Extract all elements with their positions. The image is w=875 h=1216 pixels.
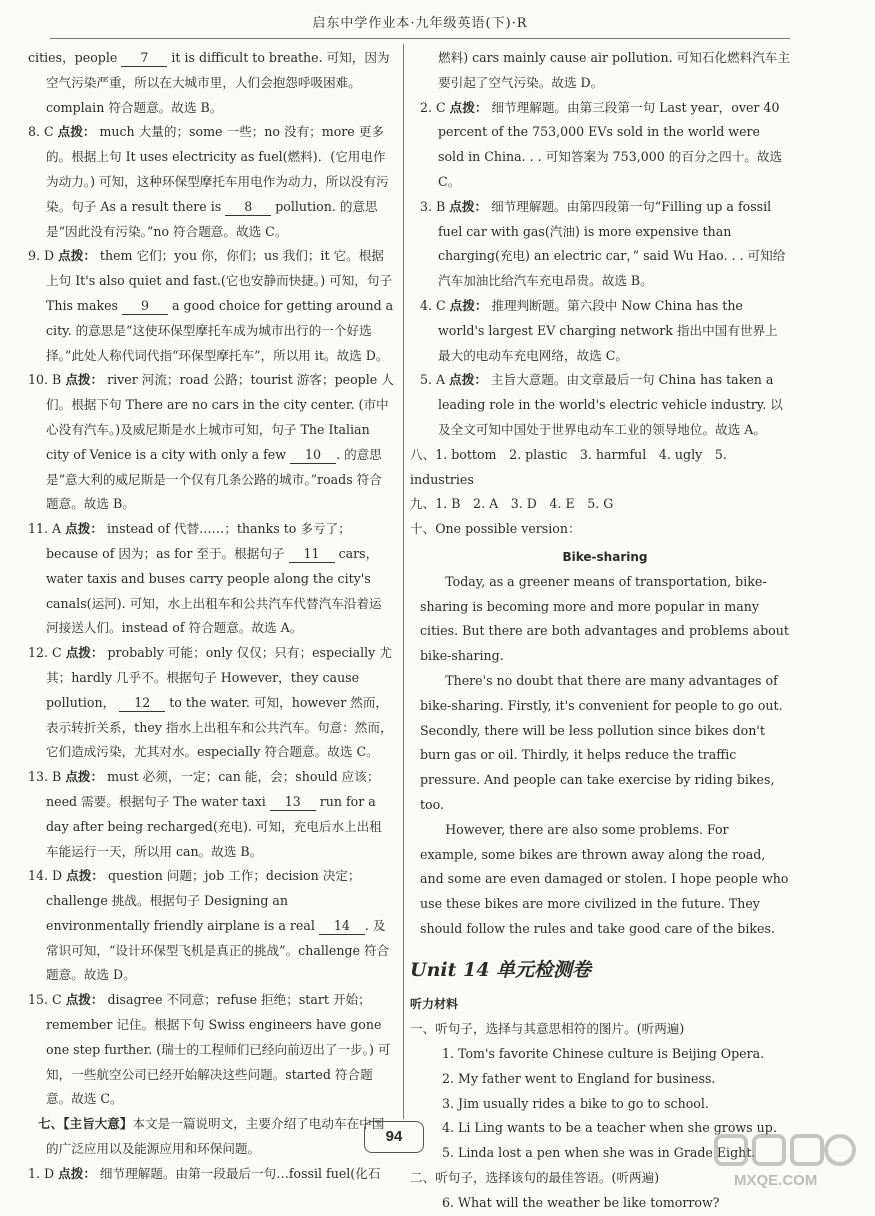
section-9-answers: 九、1. B 2. A 3. D 4. E 5. G: [410, 496, 614, 512]
listening-item-6: 6. What will the weather be like tomorrow?: [442, 1194, 720, 1210]
reading-answer-1-tail: 燃料) cars mainly cause air pollution. 可知石化燃料汽车主要引起了空气污染。故选 D。: [438, 50, 790, 90]
answer-item-13: 13. B 点拨： must 必须，一定；can 能，会；should 应该；need 需要。根据句子 The water taxi 13 run for a day after being recharged(充电). 可知，充电后水上出租车能运行一天，所以用 can。故选 B。: [28, 769, 382, 859]
listening-part-1: 一、听句子，选择与其意思相符的图片。(听两遍): [410, 1021, 685, 1037]
essay-paragraph-1: Today, as a greener means of transportation, bike-sharing is becoming more and more popular in many cities. But there are both advantages and problems about bike-sharing.: [420, 573, 789, 664]
page-header: 启东中学作业本·九年级英语(下)·R: [50, 12, 790, 39]
blank-10: 10: [290, 447, 336, 464]
listening-part-2: 二、听句子，选择该句的最佳答语。(听两遍): [410, 1170, 660, 1186]
listening-item-4: 4. Li Ling wants to be a teacher when she grows up.: [442, 1120, 777, 1136]
section-8-answers: 八、1. bottom 2. plastic 3. harmful 4. ugly 5. industries: [410, 446, 727, 487]
reading-answer-1: 1. D 点拨： 细节理解题。由第一段最后一句…fossil fuel(化石: [28, 1165, 381, 1181]
listening-item-5: 5. Linda lost a pen when she was in Grade Eight.: [442, 1145, 756, 1161]
watermark-text: MXQE.COM: [734, 1172, 818, 1189]
listening-item-3: 3. Jim usually rides a bike to go to school.: [442, 1095, 709, 1111]
page-number: 94: [364, 1121, 424, 1153]
answer-item-14: 14. D 点拨： question 问题；job 工作；decision 决定；challenge 挑战。根据句子 Designing an environmentally friendly airplane is a real 14 . 及常识可知，“设计环保型飞机是真正的挑战”。challenge 符合题意。故选 D。: [28, 868, 390, 983]
answer-item-8: 8. C 点拨： much 大量的；some 一些；no 没有；more 更多的。根据上句 It uses electricity as fuel(燃料)．(它用电作为动力。) 可知，这种环保型摩托车用电作为动力，所以没有污染。句子 As a result there is 8 pollution. 的意思是“因此没有污染。”no 符合题意。故选 C。: [28, 124, 389, 239]
listening-title: 听力材料: [410, 997, 459, 1012]
answer-item-11: 11. A 点拨： instead of 代替……；thanks to 多亏了；because of 因为；as for 至于。根据句子 11 cars，water taxis and buses carry people along the city's canals(运河). 可知，水上出租车和公共汽车代替汽车沿着运河接送人们。instead of 符合题意。故选 A。: [28, 521, 382, 636]
reading-answer-4: 4. C 点拨： 推理判断题。第六段中 Now China has the world's largest EV charging network 指出中国有世界上最大的电动车充电网络，故选 C。: [420, 297, 778, 363]
essay-title: Bike-sharing: [562, 549, 648, 564]
answer-item-15: 15. C 点拨： disagree 不同意；refuse 拒绝；start 开始；remember 记住。根据下句 Swiss engineers have gone one step further. (瑞士的工程师们已经向前迈出了一步。) 可知，一些航空公司已经开始解决这些问题。started 符合题意。故选 C。: [28, 992, 391, 1107]
watermark-logo: [710, 1130, 860, 1192]
reading-answer-3: 3. B 点拨： 细节理解题。由第四段第一句“Filling up a fossil fuel car with gas(汽油) is more expensive than charging(充电) an electric car，” said Wu Hao. . . 可知给汽车加油比给汽车充电昂贵。故选 B。: [420, 198, 786, 289]
blank-8: 8: [225, 199, 271, 216]
unit-title: Unit 14 单元检测卷: [410, 958, 592, 981]
blank-14: 14: [319, 918, 365, 935]
answer-item-12: 12. C 点拨： probably 可能；only 仅仅；只有；especially 尤其；hardly 几乎不。根据句子 However，they cause pollution， 12 to the water. 可知，however 然而，表示转折关系，they 指水上出租车和公共汽车。句意：然而，它们造成污染，尤其对水。especially 符合题意。故选 C。: [28, 645, 393, 760]
left-column: [28, 46, 394, 1187]
answer-item-10: 10. B 点拨： river 河流；road 公路；tourist 游客；people 人们。根据下句 There are no cars in the city center. (市中心没有汽车。)及威尼斯是水上城市可知，句子 The Italian city of Venice is a city with only a few 10 . 的意思是“意大利的威尼斯是一个仅有几条公路的城市。”roads 符合题意。故选 B。: [28, 372, 394, 512]
answer-item-7-tail: cities，people 7 it is difficult to breathe. 可知，因为空气污染严重，所以在大城市里，人们会抱怨呼吸困难。complain 符合题意。故选 B。: [28, 50, 390, 115]
section-10-heading: 十、One possible version：: [410, 521, 581, 537]
column-divider: [403, 44, 404, 1119]
blank-13: 13: [270, 794, 316, 811]
blank-11: 11: [289, 546, 335, 563]
right-column: [410, 46, 790, 1216]
blank-7: 7: [121, 50, 167, 67]
answer-item-9: 9. D 点拨： them 它们；you 你，你们；us 我们；it 它。根据上句 It's also quiet and fast.(它也安静而快捷。) 可知，句子 This makes 9 a good choice for getting around a city. 的意思是“这使环保型摩托车成为城市出行的一个好选择。”此处人称代词代指“环保型摩托车”，所以用 it。故选 D。: [28, 248, 394, 363]
answer-logo-icon: [710, 1130, 860, 1170]
listening-item-1: 1. Tom's favorite Chinese culture is Beijing Opera.: [442, 1046, 765, 1062]
blank-12: 12: [119, 695, 165, 712]
essay-paragraph-3: However, there are also some problems. For example, some bikes are thrown away along the road, and some are even damaged or stolen. I hope people who use these bikes are more civilized in the future. They should follow the rules and take good care of the bikes.: [420, 821, 789, 936]
section-7-summary: 七、【主旨大意】本文是一篇说明文，主要介绍了电动车在中国的广泛应用以及能源应用和环保问题。: [38, 1116, 385, 1157]
reading-answer-2: 2. C 点拨： 细节理解题。由第三段第一句 Last year，over 40 percent of the 753,000 EVs sold in the world were sold in China. . . 可知答案为 753,000 的百分之四十。故选 C。: [420, 99, 783, 189]
essay-paragraph-2: There's no doubt that there are many advantages of bike-sharing. Firstly, it's convenient for people to go out. Secondly, there will be less pollution since bikes don't burn gas or oil. Thirdly, it helps reduce the traffic pressure. And people can take exercise by riding bikes, too.: [420, 672, 783, 812]
listening-item-2: 2. My father went to England for business.: [442, 1070, 716, 1086]
reading-answer-5: 5. A 点拨： 主旨大意题。由文章最后一句 China has taken a leading role in the world's electric vehicle industry. 以及全文可知中国处于世界电动车工业的领导地位。故选 A。: [420, 372, 783, 437]
blank-9: 9: [122, 298, 168, 315]
